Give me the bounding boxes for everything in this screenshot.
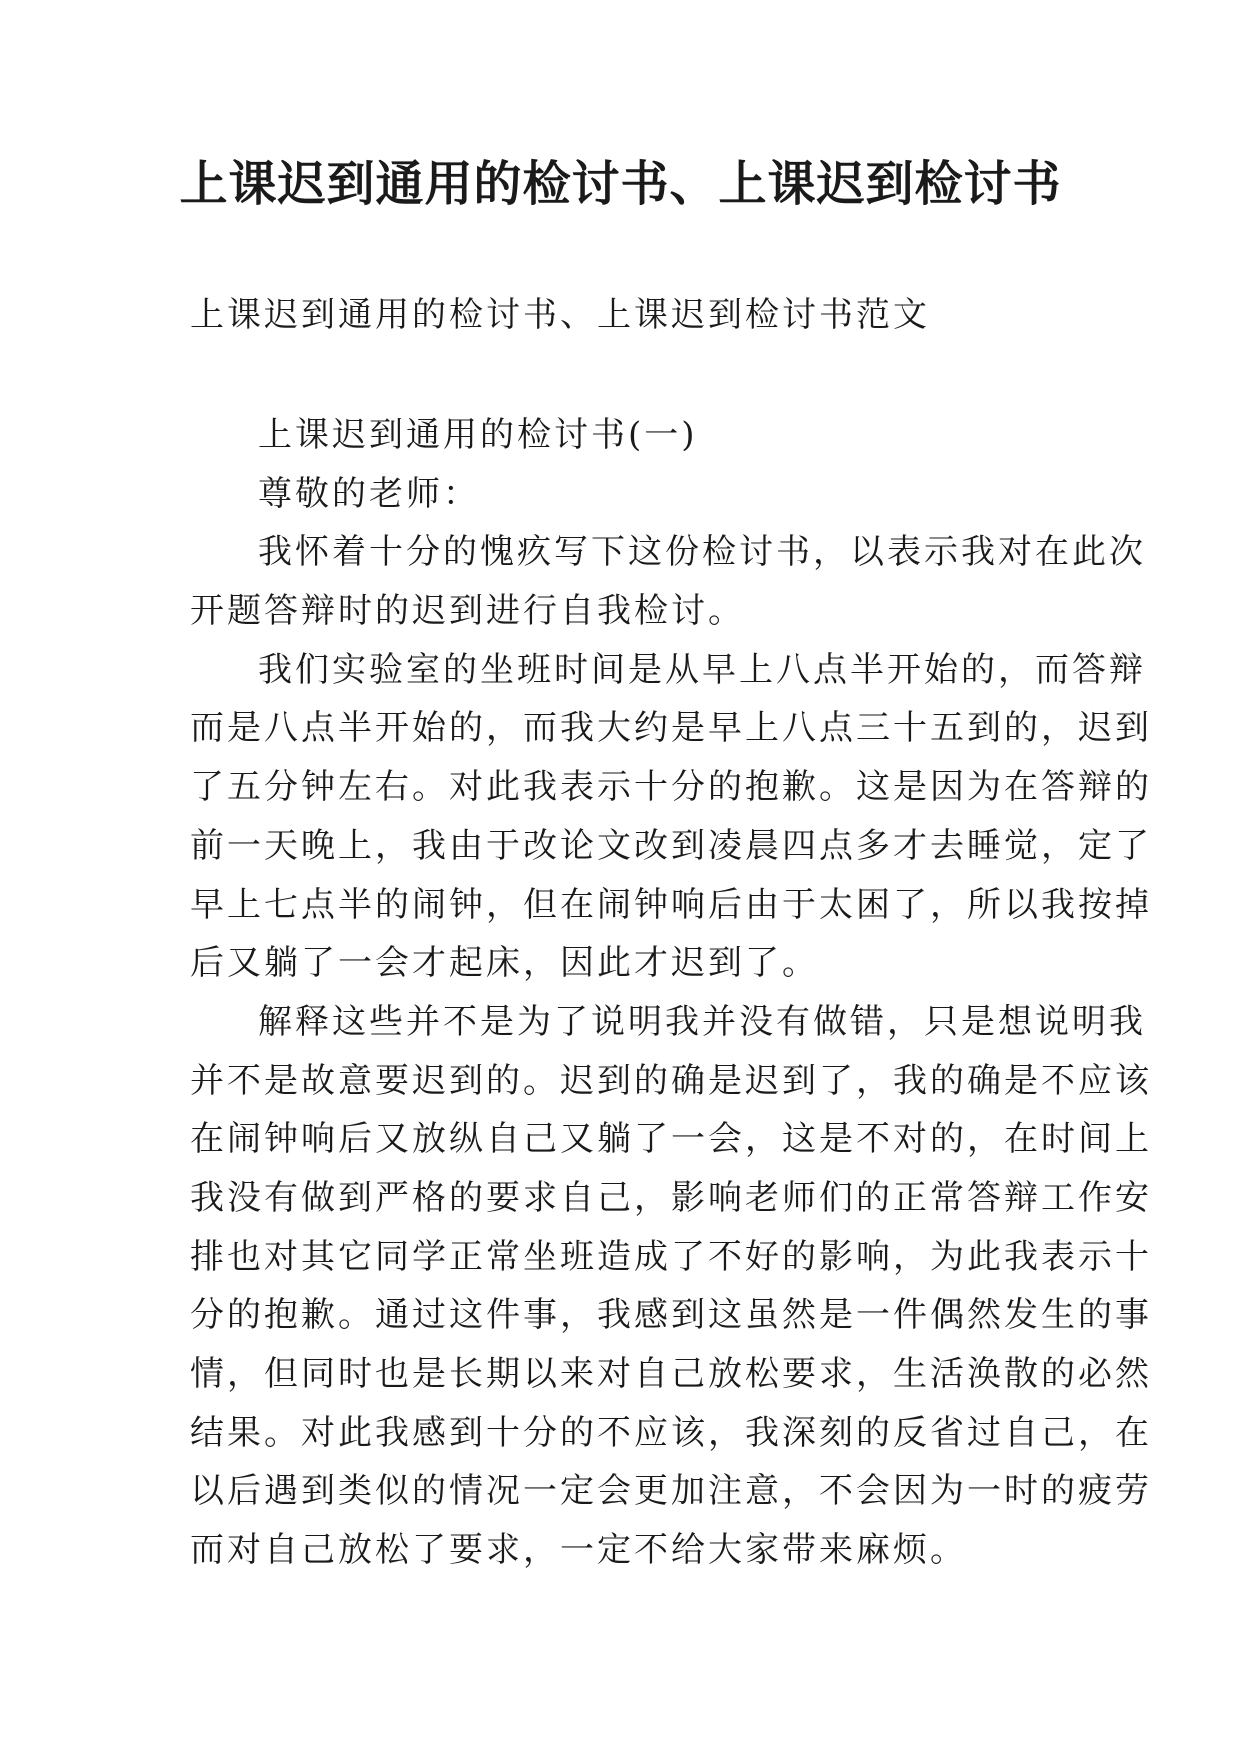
paragraph-line: 情，但同时也是长期以来对自己放松要求，生活涣散的必然 bbox=[190, 1354, 1152, 1394]
paragraph-line: 而是八点半开始的，而我大约是早上八点三十五到的，迟到 bbox=[190, 708, 1152, 749]
paragraph-line: 解释这些并不是为了说明我并没有做错，只是想说明我 bbox=[258, 1001, 1146, 1042]
document-title: 上课迟到通用的检讨书、上课迟到检讨书 bbox=[179, 156, 1062, 212]
document-body bbox=[190, 406, 1152, 1580]
paragraph-line: 后又躺了一会才起床，因此才迟到了。 bbox=[190, 943, 819, 984]
paragraph-line: 以后遇到类似的情况一定会更加注意，不会因为一时的疲劳 bbox=[190, 1471, 1152, 1512]
paragraph-line: 结果。对此我感到十分的不应该，我深刻的反省过自己，在 bbox=[190, 1412, 1152, 1453]
document-subtitle: 上课迟到通用的检讨书、上课迟到检讨书范文 bbox=[190, 295, 930, 335]
paragraph-line: 我们实验室的坐班时间是从早上八点半开始的，而答辩 bbox=[258, 649, 1146, 690]
paragraph-line: 排也对其它同学正常坐班造成了不好的影响，为此我表示十 bbox=[190, 1236, 1152, 1277]
paragraph-line: 分的抱歉。通过这件事，我感到这虽然是一件偶然发生的事 bbox=[190, 1295, 1152, 1336]
paragraph-line: 并不是故意要迟到的。迟到的确是迟到了，我的确是不应该 bbox=[190, 1060, 1152, 1101]
paragraph-line: 而对自己放松了要求，一定不给大家带来麻烦。 bbox=[190, 1530, 967, 1571]
paragraph-1 bbox=[190, 523, 1146, 640]
paragraph-line: 前一天晚上，我由于改论文改到凌晨四点多才去睡觉，定了 bbox=[190, 825, 1152, 866]
paragraph-line: 我怀着十分的愧疚写下这份检讨书，以表示我对在此次 bbox=[258, 532, 1146, 573]
paragraph-line: 了五分钟左右。对此我表示十分的抱歉。这是因为在答辩的 bbox=[190, 767, 1152, 808]
salutation: 尊敬的老师： bbox=[258, 473, 480, 514]
paragraph-3 bbox=[190, 993, 1152, 1580]
paragraph-2 bbox=[190, 641, 1152, 993]
paragraph-line: 开题答辩时的迟到进行自我检讨。 bbox=[190, 591, 745, 632]
section-heading: 上课迟到通用的检讨书(一) bbox=[258, 415, 698, 455]
paragraph-line: 早上七点半的闹钟，但在闹钟响后由于太困了，所以我按掉 bbox=[190, 884, 1152, 925]
paragraph-line: 我没有做到严格的要求自己，影响老师们的正常答辩工作安 bbox=[190, 1177, 1152, 1218]
paragraph-line: 在闹钟响后又放纵自己又躺了一会，这是不对的，在时间上 bbox=[190, 1119, 1152, 1160]
